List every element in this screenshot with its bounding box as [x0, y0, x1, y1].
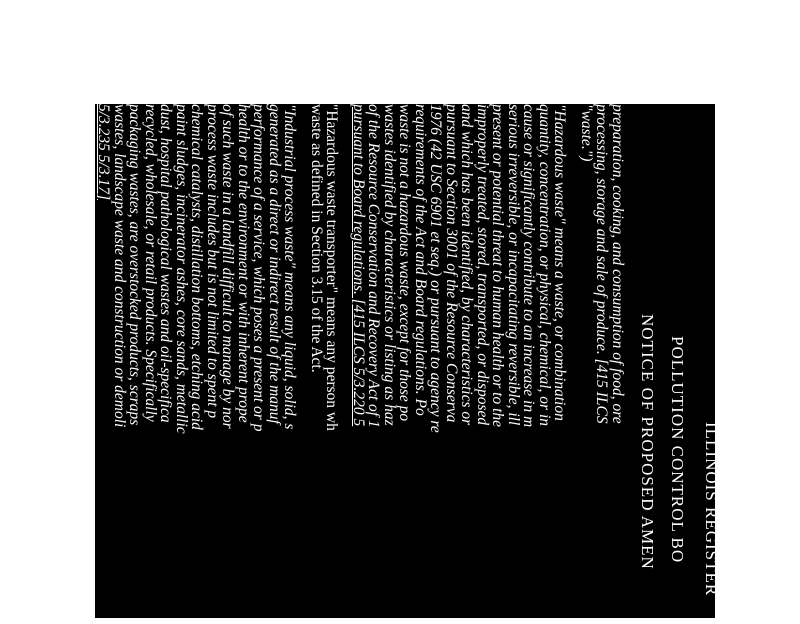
text-line: process waste includes but is not limited to spent p	[204, 104, 221, 419]
paragraph-manifest	[23, 104, 85, 624]
text-line: and which has been identified, by characteristics or	[458, 104, 476, 426]
text-line: processing, storage and sale of produce. [415 ILCS	[593, 104, 611, 424]
text-line: pursuant to Section 3001 of the Resource Conserva	[443, 104, 460, 423]
text-line: dust, hospital pathological wastes and oil-specifica	[157, 104, 175, 423]
paragraph-food-waste	[579, 104, 626, 624]
text-line: used for identifying name, quantity, and the origin, r	[53, 104, 71, 428]
text-line: "Industrial process waste" means any liquid, solid, s	[281, 104, 299, 430]
board-title: POLLUTION CONTROL BO	[668, 336, 687, 564]
text-line: of the Resource Conservation and Recovery Act of 1	[365, 104, 383, 428]
text-line: preparation, cooking, and consumption of food, ore	[609, 104, 626, 424]
text-line: performance of a service, which poses a present or p	[250, 104, 268, 432]
text-line: paint sludges, incinerator ashes, core sands, metallic	[173, 104, 190, 434]
text-line: "waste.")	[578, 104, 595, 162]
notice-title: NOTICE OF PROPOSED AMEN	[638, 314, 657, 570]
text-line: cause or significantly contribute to an increase in m	[520, 104, 538, 428]
scanned-page	[22, 104, 721, 618]
text-line: improperly treated, stored, transported, or disposed	[474, 104, 491, 426]
text-line: quantity, concentration, or physical, chemical, or in	[536, 104, 553, 427]
text-line: "Hazardous waste" means a waste, or combination	[551, 104, 569, 421]
document-body	[23, 104, 625, 624]
register-title: ILLINOIS REGISTER	[702, 422, 721, 597]
text-line: requirements of the Act and Board regulations. Po	[412, 104, 429, 416]
paragraph-hazardous-waste	[351, 104, 568, 624]
text-line: wastes, landscape waste and construction or demoli	[111, 104, 128, 428]
text-line: serious irreversible, or incapacitating reversible, ill	[505, 104, 522, 426]
text-line: generated as a direct or indirect result of the manuf	[266, 104, 283, 424]
citation-line: 5/3.235 5/3.17]	[95, 104, 113, 201]
text-line: "Hazardous waste transporter" means any person wh	[323, 104, 341, 431]
rotated-document	[22, 104, 721, 618]
text-line: waste as defined in Section 3.15 of the Act.	[308, 104, 325, 373]
text-line: "Manifest" means the form provided or prescribed b	[69, 104, 86, 428]
text-line: packaging wastes, are overstocked products, scraps	[126, 104, 144, 426]
text-line: of disposal, treatment, or storage, as required by this	[22, 104, 40, 429]
text-line: waste is not a hazardous waste, except for those po	[396, 104, 414, 422]
text-line: chemical catalysts, distillation bottoms, etching acid	[188, 104, 206, 430]
text-line: of such waste in a landfill difficult to manage by nor	[219, 104, 237, 429]
text-line: health or to the environment or with inherent prope	[235, 104, 252, 423]
text-line: wastes identified by characteristics or listing as haz	[381, 104, 398, 426]
paragraph-hazardous-waste-transporter	[309, 104, 340, 624]
text-line: recycled, wholesale, or retail products. Specifically	[142, 104, 159, 422]
text-line: pursuant to Board regulations. [415 ILCS 5/3.220 5	[350, 104, 367, 427]
text-line: 1976 (42 USC 6901 et seq.) or pursuant to agency re	[427, 104, 445, 433]
paragraph-industrial-process-waste	[96, 104, 298, 624]
text-line: special waste during its transportation from the point	[38, 104, 55, 432]
text-line: present or potential threat to human health or to the	[489, 104, 507, 428]
